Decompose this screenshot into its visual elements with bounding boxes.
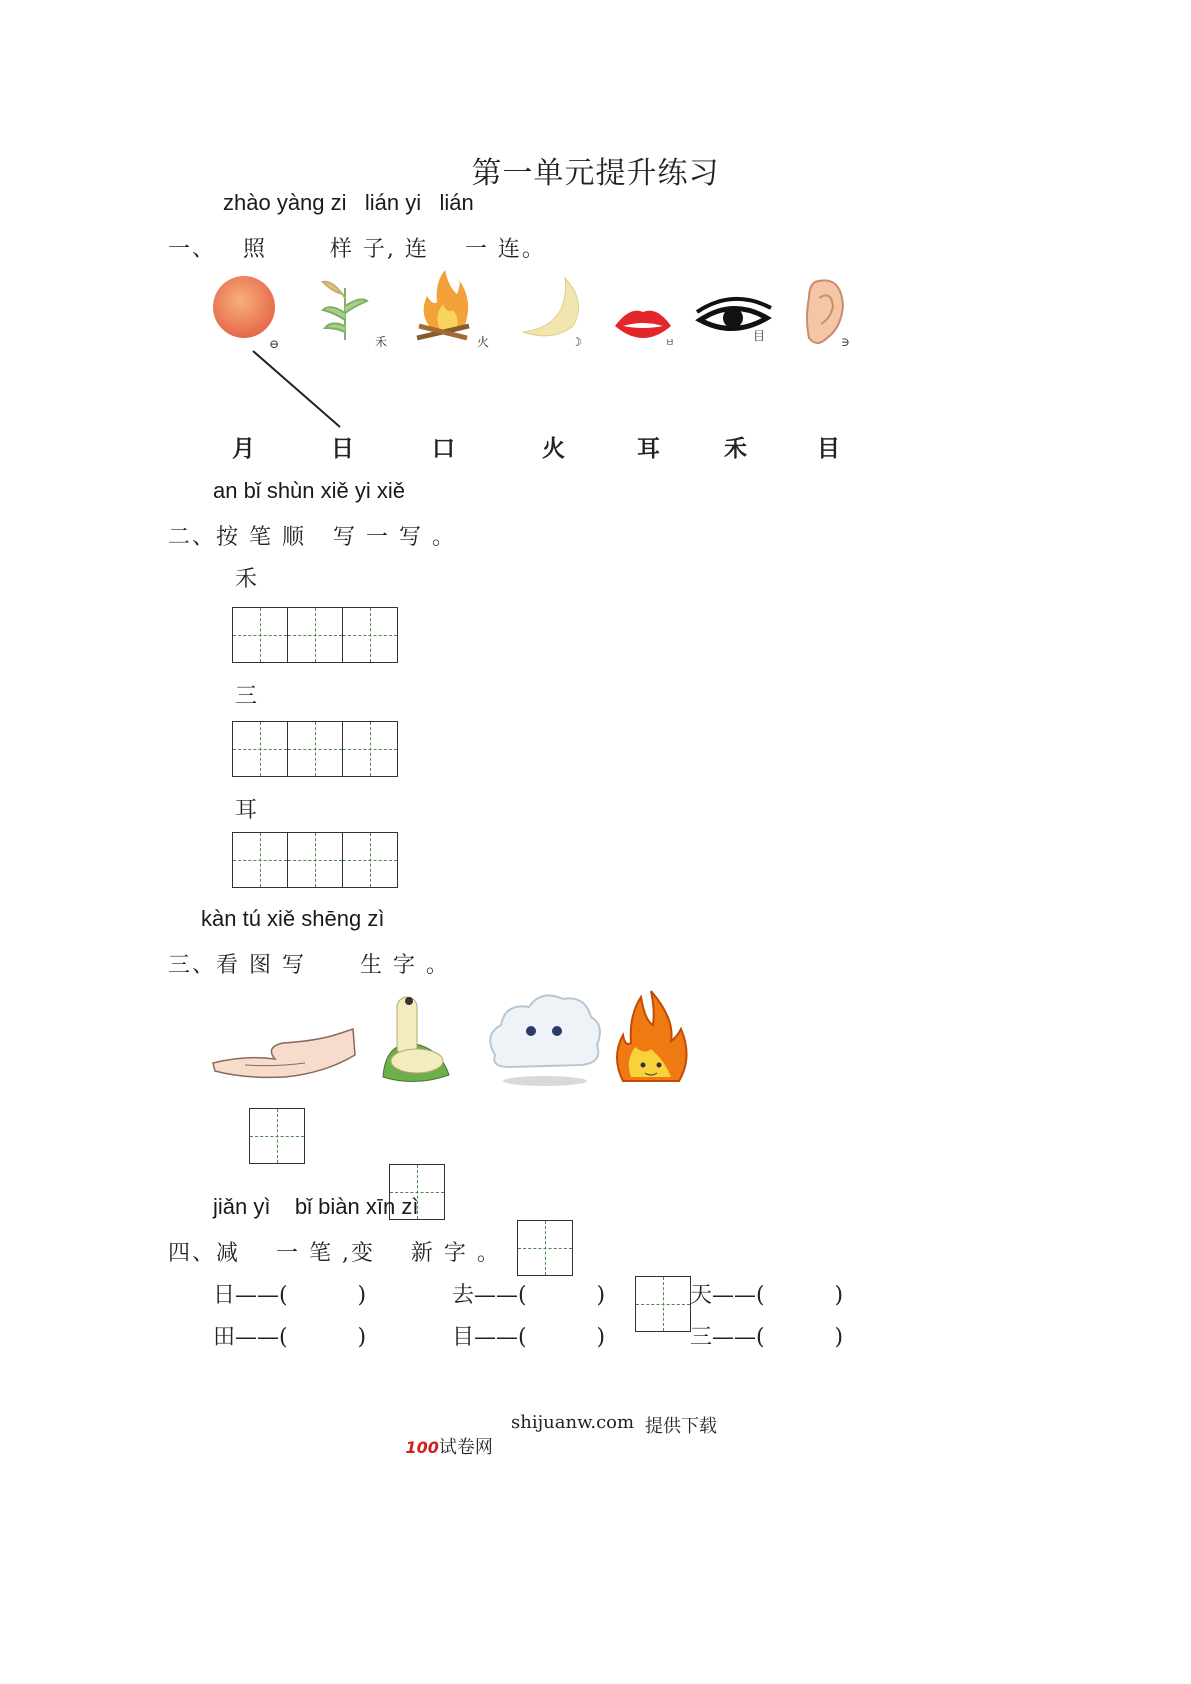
page-title: 第一单元提升练习 <box>471 156 720 191</box>
svg-text:目: 目 <box>753 329 766 343</box>
exercise-item[interactable]: 天——( ) <box>690 1283 844 1308</box>
svg-text:☽: ☽ <box>571 335 582 349</box>
answer-cell-flame[interactable] <box>635 1276 691 1332</box>
char-ri[interactable]: 日 <box>331 435 354 462</box>
writing-cell[interactable] <box>287 721 343 777</box>
moon-picture <box>523 278 578 336</box>
grain-plant-picture <box>323 282 367 340</box>
writing-cell[interactable] <box>232 721 288 777</box>
exercise-item[interactable]: 田——( ) <box>213 1325 367 1350</box>
answer-cell-hand[interactable] <box>249 1108 305 1164</box>
practice-char-label: 禾 <box>235 567 258 592</box>
char-huo[interactable]: 火 <box>542 435 565 462</box>
char-yue[interactable]: 月 <box>232 435 255 462</box>
char-he[interactable]: 禾 <box>724 435 747 462</box>
glyph-label: ⊖ <box>269 337 280 351</box>
section3-heading: 三、看 图 写 生 字 。 <box>168 953 450 978</box>
fire-picture <box>417 270 469 338</box>
writing-cell[interactable] <box>342 721 398 777</box>
footer-note: 提供下载 <box>645 1416 717 1437</box>
section4-pinyin: jiǎn yì bǐ biàn xīn zì <box>213 1194 419 1219</box>
practice-char-label: 耳 <box>235 798 258 823</box>
example-connect-line <box>245 345 355 435</box>
writing-cell[interactable] <box>287 607 343 663</box>
section3-pictures <box>205 985 705 1095</box>
writing-cell[interactable] <box>232 607 288 663</box>
answer-cell-cloud[interactable] <box>517 1220 573 1276</box>
writing-cell[interactable] <box>342 607 398 663</box>
char-kou[interactable]: 口 <box>432 435 455 462</box>
exercise-item[interactable]: 目——( ) <box>452 1325 606 1350</box>
logo-icon: 100 <box>405 1438 439 1457</box>
footer-site[interactable]: shijuanw.com <box>511 1412 635 1433</box>
writing-cell[interactable] <box>342 832 398 888</box>
practice-char-label: 三 <box>235 684 258 709</box>
section2-heading: 二、按 笔 顺 写 一 写 。 <box>168 525 456 550</box>
svg-text:火: 火 <box>477 335 490 349</box>
mouth-picture <box>615 311 671 338</box>
svg-text:ㅂ: ㅂ <box>665 338 675 349</box>
section2-pinyin: an bǐ shùn xiě yi xiě <box>213 478 405 503</box>
svg-text:禾: 禾 <box>375 335 388 349</box>
section1-pinyin: zhào yàng zi lián yi lián <box>223 190 474 215</box>
section4-heading: 四、减 一 笔 ,变 新 字 。 <box>168 1241 501 1266</box>
sun-picture <box>213 276 275 338</box>
cloud-picture <box>490 995 600 1086</box>
exercise-item[interactable]: 日——( ) <box>213 1283 367 1308</box>
writing-grid-1[interactable] <box>232 607 397 663</box>
exercise-item[interactable]: 三——( ) <box>690 1325 844 1350</box>
writing-cell[interactable] <box>232 832 288 888</box>
svg-text:∋: ∋ <box>841 335 850 349</box>
section3-pinyin: kàn tú xiě shēng zì <box>201 906 385 931</box>
footer-logo-text: 试卷网 <box>438 1437 493 1458</box>
writing-grid-2[interactable] <box>232 721 397 777</box>
writing-cell[interactable] <box>287 832 343 888</box>
section1-heading: 一、 照 样 子, 连 一 连。 <box>168 237 546 262</box>
ear-picture <box>807 280 843 343</box>
writing-grid-3[interactable] <box>232 832 397 888</box>
eye-picture <box>697 299 771 329</box>
hand-picture <box>213 1029 355 1077</box>
flame-picture <box>617 991 687 1081</box>
footer <box>394 1412 493 1459</box>
char-er[interactable]: 耳 <box>637 435 660 462</box>
worm-picture <box>383 997 449 1082</box>
char-mu[interactable]: 目 <box>817 435 840 462</box>
exercise-item[interactable]: 去——( ) <box>452 1283 606 1308</box>
